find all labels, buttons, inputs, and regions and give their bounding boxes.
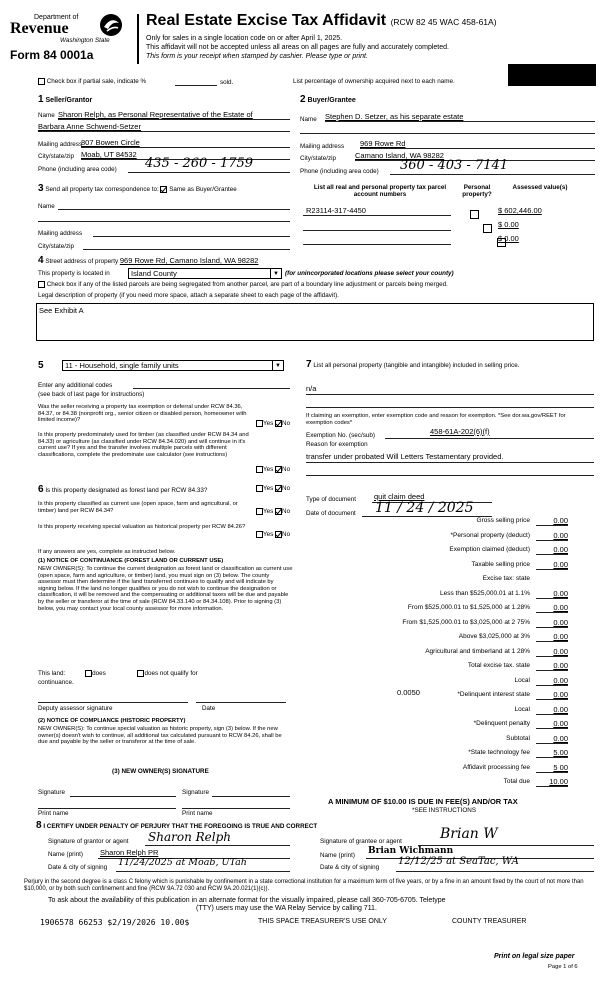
header-line-2: This affidavit will not be accepted unless all areas on all pages are fully and accurately completed. bbox=[146, 44, 449, 51]
calc-value-7[interactable]: 0.00 bbox=[553, 617, 568, 627]
calc-value-2[interactable]: 0.00 bbox=[553, 545, 568, 554]
grantee-name[interactable]: Brian Wichmann bbox=[368, 846, 454, 856]
exemption-reason[interactable]: transfer under probated Will Letters Testamentary provided. bbox=[306, 452, 504, 461]
accessibility-line-2: (TTY) users may use the WA Relay Service by calling 711. bbox=[196, 905, 377, 912]
current-use-no-checkbox[interactable] bbox=[275, 508, 282, 515]
calc-label-2: Exemption claimed (deduct) bbox=[449, 546, 530, 553]
historic-yes-checkbox[interactable] bbox=[256, 531, 263, 538]
seller-name-2[interactable]: Barbara Anne Schwend-Setzer bbox=[38, 122, 141, 131]
historic-no-label: No bbox=[282, 531, 291, 539]
calc-label-11: Local bbox=[514, 676, 530, 684]
s7-number: 7 bbox=[306, 359, 312, 370]
doc-type[interactable]: quit claim deed bbox=[374, 492, 425, 501]
s3-city-label: City/state/zip bbox=[38, 243, 75, 250]
s4-number: 4 bbox=[38, 255, 44, 266]
print-name-label-2: Print name bbox=[182, 810, 213, 817]
doc-date[interactable]: 11 / 24 / 2025 bbox=[375, 500, 474, 516]
does-not-label: does not qualify for bbox=[144, 670, 198, 678]
calc-value-5[interactable]: 0.00 bbox=[553, 588, 568, 598]
grantee-date-label: Date & city of signing bbox=[320, 864, 380, 871]
calc-label-6: From $525,000.01 to $1,525,000 at 1.28% bbox=[407, 604, 530, 611]
timber-question: Is this property predominately used for timber (as classified under RCW 84.34 and 84.33) or agriculture (as classified under RCW 84.34.020) and will continue in it's current use? If yes and the transfer involves multiple parcels with different classifications, complete the predominate use calculator (see instructions) bbox=[38, 432, 249, 458]
historic-no-checkbox[interactable] bbox=[275, 531, 282, 538]
historic-question: Is this property receiving special valuation as historical property per RCW 84.26? bbox=[38, 524, 246, 530]
grantor-sig-label: Signature of grantor or agent bbox=[48, 838, 129, 845]
calc-label-7: From $1,525,000.01 to $3,025,000 at 2 75% bbox=[402, 618, 530, 626]
certify-statement: I CERTIFY UNDER PENALTY OF PERJURY THAT THE FOREGOING IS TRUE AND CORRECT bbox=[43, 823, 318, 830]
see-instructions: *SEE INSTRUCTIONS bbox=[412, 807, 477, 814]
ownership-note: List percentage of ownership acquired next to each name. bbox=[293, 78, 455, 85]
calc-label-15: Subtotal bbox=[506, 734, 530, 742]
chevron-down-icon: ▼ bbox=[272, 361, 283, 371]
calc-value-18[interactable]: 10.00 bbox=[549, 777, 568, 786]
same-as-buyer-label: Same as Buyer/Grantee bbox=[169, 186, 237, 193]
q1-no-label: No bbox=[282, 420, 291, 428]
historic-yes-label: Yes bbox=[263, 531, 274, 539]
land-use-selected: 11 - Household, single family units bbox=[65, 361, 179, 370]
header-line-1: Only for sales in a single location code on or after April 1, 2025. bbox=[146, 35, 343, 42]
calc-value-10[interactable]: 0.00 bbox=[553, 661, 568, 670]
q2-yes-label: Yes bbox=[263, 466, 274, 474]
deputy-date-label: Date bbox=[202, 705, 216, 712]
s6-number: 6 bbox=[38, 484, 44, 495]
seller-heading: Seller/Grantor bbox=[45, 97, 93, 104]
accessibility-line-1: To ask about the availability of this publication in an alternate format for the visually impaired, please call 360-705-6705. Teletype bbox=[48, 897, 446, 904]
parcel-header-assessed: Assessed value(s) bbox=[512, 184, 568, 191]
q1-yes-label: Yes bbox=[263, 420, 274, 428]
grantor-signature[interactable]: Sharon Relph bbox=[148, 830, 231, 844]
q1-yes-checkbox[interactable] bbox=[256, 420, 263, 427]
land-use-select[interactable] bbox=[62, 360, 284, 371]
calc-label-16: *State technology fee bbox=[468, 749, 530, 756]
calc-value-6[interactable]: 0.00 bbox=[553, 603, 568, 612]
calc-label-5: Less than $525,000.01 at 1.1% bbox=[440, 589, 530, 597]
header-divider bbox=[137, 14, 139, 64]
street-address[interactable]: 969 Rowe Rd, Camano Island, WA 98282 bbox=[119, 256, 259, 265]
deputy-signature-label: Deputy assessor signature bbox=[38, 705, 113, 712]
calc-value-11[interactable]: 0.00 bbox=[553, 675, 568, 685]
seller-name-label: Name bbox=[38, 112, 55, 119]
grantor-date-city[interactable]: 11/24/2025 at Moab, UTah bbox=[118, 857, 247, 868]
revenue-swirl-icon bbox=[98, 12, 124, 38]
calc-value-14[interactable]: 0.00 bbox=[553, 719, 568, 728]
forest-yes-label: Yes bbox=[263, 485, 274, 493]
if-yes-note: If any answers are yes, complete as instructed below. bbox=[38, 549, 176, 555]
logo-dept: Department of bbox=[34, 14, 79, 21]
reason-label: Reason for exemption bbox=[306, 441, 368, 448]
treasurer-use: THIS SPACE TREASURER'S USE ONLY bbox=[258, 918, 387, 925]
buyer-mail[interactable]: 969 Rowe Rd bbox=[360, 139, 406, 148]
calc-label-9: Agricultural and timberland at 1 28% bbox=[425, 647, 530, 655]
county-select[interactable] bbox=[128, 268, 282, 279]
calc-value-15[interactable]: 0.00 bbox=[553, 733, 568, 743]
logo-revenue: Revenue bbox=[10, 20, 69, 37]
calc-label-1: *Personal property (deduct) bbox=[450, 531, 530, 539]
partial-sale-label: Check box if partial sale, indicate % bbox=[46, 78, 147, 86]
seller-name-1[interactable]: Sharon Relph, as Personal Representative of the Estate of bbox=[58, 110, 253, 119]
doc-date-label: Date of document bbox=[306, 510, 356, 517]
redaction-box bbox=[508, 64, 596, 86]
calc-value-0[interactable]: 0.00 bbox=[553, 516, 568, 525]
doc-type-label: Type of document bbox=[306, 496, 357, 503]
grantor-name-label: Name (print) bbox=[48, 851, 83, 858]
calc-label-3: Taxable selling price bbox=[471, 560, 530, 568]
codes-label: Enter any additional codes bbox=[38, 382, 113, 389]
signature-label-2: Signature bbox=[182, 789, 209, 796]
q2-no-checkbox[interactable] bbox=[275, 466, 282, 473]
current-use-yes-label: Yes bbox=[263, 508, 274, 516]
q2-no-label: No bbox=[282, 466, 291, 474]
compliance-body: NEW OWNER(S): To continue special valuation as historic property, sign (3) below. If the new owner(s) doesn't wish to continue, all additional tax calculated pursuant to RCW 84.26, shall be due and payable by the seller or transferor at the time of sale. bbox=[38, 726, 282, 746]
exemption-number[interactable]: 458-61A-202(6)(f) bbox=[430, 427, 490, 436]
continuance-label: continuance. bbox=[38, 679, 74, 686]
calc-value-13[interactable]: 0.00 bbox=[553, 704, 568, 714]
title-citation: (RCW 82 45 WAC 458-61A) bbox=[390, 17, 497, 27]
logo-state: Washington State bbox=[60, 37, 110, 44]
calc-label-12: *Delinquent interest state bbox=[457, 691, 530, 698]
partial-sold-label: sold. bbox=[220, 79, 234, 86]
current-use-question: Is this property classified as current use (open space, farm and agricultural, or timber) land per RCW 84.34? bbox=[38, 501, 238, 514]
calc-value-3[interactable]: 0.00 bbox=[553, 559, 568, 569]
seller-mail-label: Mailing address bbox=[38, 141, 83, 148]
personal-property-label: List all personal property (tangible and intangible) included in selling price. bbox=[313, 362, 520, 369]
local-rate[interactable]: 0.0050 bbox=[397, 688, 420, 697]
calc-label-0: Gross selling price bbox=[476, 517, 530, 524]
calc-value-12[interactable]: 0.00 bbox=[553, 690, 568, 699]
grantor-name[interactable]: Sharon Relph PR bbox=[100, 848, 159, 857]
this-land-label: This land: bbox=[38, 670, 66, 678]
exemption-instructions: If claiming an exemption, enter exemption code and reason for exemption. *See dor.wa.gov/REET for exemption codes* bbox=[306, 413, 566, 426]
codes-note: (see back of last page for instructions) bbox=[38, 391, 145, 398]
legal-label: Legal description of property (if you need more space, attach a separate sheet to each page of the affidavit). bbox=[38, 292, 339, 299]
calc-label-13: Local bbox=[514, 705, 530, 713]
grantor-date-label: Date & city of signing bbox=[48, 864, 108, 871]
perjury-notice: Perjury in the second degree is a class C felony which is punishable by confinement in a state correctional institution for a maximum term of five years, or by a fine in an amount fixed by the court of not more than $10,000, or by both such confinement and fine (RCW 9A.72 030 and RCW 9A.20.021(1)(c)). bbox=[24, 879, 584, 892]
parcel-row-1-value[interactable]: $ 602,446.00 bbox=[498, 206, 542, 215]
calc-value-1[interactable]: 0.00 bbox=[553, 530, 568, 540]
legal-description-text: See Exhibit A bbox=[39, 306, 84, 315]
s3-number: 3 bbox=[38, 183, 44, 194]
partial-sale-checkbox[interactable] bbox=[38, 78, 45, 85]
county-treasurer: COUNTY TREASURER bbox=[452, 918, 527, 925]
county-note: (for unincorporated locations please select your county) bbox=[285, 270, 454, 277]
page-number: Page 1 of 6 bbox=[548, 964, 578, 970]
buyer-phone[interactable]: 360 - 403 - 7141 bbox=[400, 158, 509, 173]
dor-logo bbox=[8, 6, 132, 62]
forest-question: Is this property designated as forest land per RCW 84.33? bbox=[45, 487, 208, 494]
s3-label: Send all property tax correspondence to: bbox=[45, 186, 159, 193]
forest-no-label: No bbox=[282, 485, 291, 493]
calc-value-16[interactable]: 5.00 bbox=[553, 748, 568, 757]
exemption-question: Was the seller receiving a property tax exemption or deferral under RCW 84.36, 84.37, or 84.38 (nonprofit org., senior citizen or disabled person, homeowner with limited income)? bbox=[38, 404, 247, 424]
legal-size-note: Print on legal size paper bbox=[494, 953, 575, 960]
grantee-date-city[interactable]: 12/12/25 at SeaTac, WA bbox=[398, 856, 519, 867]
buyer-mail-label: Mailing address bbox=[300, 143, 345, 150]
calc-label-8: Above $3,025,000 at 3% bbox=[458, 633, 530, 640]
print-name-label-1: Print name bbox=[38, 810, 69, 817]
buyer-name[interactable]: Stephen D. Setzer, as his separate estate bbox=[325, 112, 464, 121]
grantee-sig-label: Signature of grantee or agent bbox=[320, 838, 402, 845]
minimum-due: A MINIMUM OF $10.00 IS DUE IN FEE(S) AND/OR TAX bbox=[328, 797, 518, 806]
seller-phone[interactable]: 435 - 260 - 1759 bbox=[145, 156, 254, 171]
s5-number: 5 bbox=[38, 360, 44, 371]
s3-mail-label: Mailing address bbox=[38, 230, 83, 237]
county-selected: Island County bbox=[131, 269, 177, 278]
seller-phone-label: Phone (including area code) bbox=[38, 166, 117, 173]
current-use-no-label: No bbox=[282, 508, 291, 516]
buyer-heading: Buyer/Grantee bbox=[307, 97, 356, 104]
calc-label-18: Total due bbox=[503, 778, 530, 785]
q2-yes-checkbox[interactable] bbox=[256, 466, 263, 473]
buyer-name-label: Name bbox=[300, 116, 317, 123]
calc-label-17: Affidavit processing fee bbox=[462, 763, 530, 771]
same-as-buyer-checkbox[interactable] bbox=[160, 186, 167, 193]
s8-number: 8 bbox=[36, 820, 42, 831]
buyer-phone-label: Phone (including area code) bbox=[300, 168, 379, 175]
street-label: Street address of property bbox=[45, 258, 119, 265]
parcel-row-1-number[interactable]: R23114-317-4450 bbox=[306, 206, 366, 215]
buyer-city-label: City/state/zip bbox=[300, 155, 337, 162]
forest-no-checkbox[interactable] bbox=[275, 485, 282, 492]
calc-value-8[interactable]: 0.00 bbox=[553, 632, 568, 641]
parcel-row-2-personal-checkbox[interactable] bbox=[483, 224, 492, 233]
s3-name-label: Name bbox=[38, 203, 55, 210]
legal-description-box[interactable] bbox=[36, 303, 594, 341]
personal-property-value[interactable]: n/a bbox=[306, 384, 317, 393]
located-label: This property is located in bbox=[38, 270, 110, 277]
segregated-checkbox[interactable] bbox=[38, 281, 45, 288]
parcel-header-numbers: List all real and personal property tax parcel account numbers bbox=[313, 184, 447, 199]
header-line-3: This form is your receipt when stamped by cashier. Please type or print. bbox=[146, 53, 368, 60]
page-title: Real Estate Excise Tax Affidavit bbox=[146, 12, 387, 29]
forest-yes-checkbox[interactable] bbox=[256, 485, 263, 492]
q1-no-checkbox[interactable] bbox=[275, 420, 282, 427]
signature-label-1: Signature bbox=[38, 789, 65, 796]
continuance-heading: (1) NOTICE OF CONTINUANCE (FOREST LAND OR CURRENT USE) bbox=[38, 558, 224, 564]
calc-label-4: Excise tax: state bbox=[482, 575, 530, 582]
calc-value-17[interactable]: 5 00 bbox=[553, 762, 568, 772]
does-not-checkbox[interactable] bbox=[137, 670, 144, 677]
continuance-body: NEW OWNER(S): To continue the current designation as forest land or classification as current use (open space, farm and agriculture, or timber) land, you must sign on (3) below. The county assessor must then determine if the land transferred continues to qualify and will indicate by signing below. If the land no longer qualifies or you do not wish to continue the designation or classification, it will be removed and the compensating or additional taxes will be due and payable by the seller or transferor at the time of sale (RCW 84.33.140 or 84.34.108). Prior to signing (3) below, you may contact your local county assessor for more information. bbox=[38, 566, 293, 612]
grantee-signature[interactable]: Brian W bbox=[440, 826, 498, 842]
recording-stamp: 1906578 66253 $2/19/2026 10.00$ bbox=[40, 918, 190, 927]
does-checkbox[interactable] bbox=[85, 670, 92, 677]
parcel-row-3-value[interactable]: $ 0.00 bbox=[498, 234, 519, 243]
seller-city-label: City/state/zip bbox=[38, 153, 75, 160]
parcel-header-personal: Personal property? bbox=[462, 184, 492, 199]
buyer-city[interactable]: Camano Island, WA 98282 bbox=[355, 151, 444, 160]
does-label: does bbox=[92, 670, 106, 678]
compliance-heading: (2) NOTICE OF COMPLIANCE (HISTORIC PROPERTY) bbox=[38, 718, 186, 724]
exemption-number-label: Exemption No. (sec/sub) bbox=[306, 432, 375, 439]
chevron-down-icon: ▼ bbox=[270, 269, 281, 279]
current-use-yes-checkbox[interactable] bbox=[256, 508, 263, 515]
calc-label-10: Total excise tax. state bbox=[467, 662, 530, 669]
seller-mail[interactable]: 807 Bowen Circle bbox=[81, 138, 140, 147]
parcel-row-1-personal-checkbox[interactable] bbox=[470, 210, 479, 219]
form-number: Form 84 0001a bbox=[10, 48, 94, 62]
calc-label-14: *Delinquent penalty bbox=[473, 720, 530, 727]
new-owner-signature-heading: (3) NEW OWNER(S) SIGNATURE bbox=[112, 768, 209, 775]
parcel-row-2-value[interactable]: $ 0.00 bbox=[498, 220, 519, 229]
seller-city[interactable]: Moab, UT 84532 bbox=[81, 150, 137, 159]
segregated-label: Check box if any of the listed parcels are being segregated from another parcel, are part of a boundary line adjustment or parcels being merged. bbox=[46, 281, 448, 289]
calc-value-9[interactable]: 0.00 bbox=[553, 646, 568, 656]
grantee-name-label: Name (print) bbox=[320, 852, 355, 859]
